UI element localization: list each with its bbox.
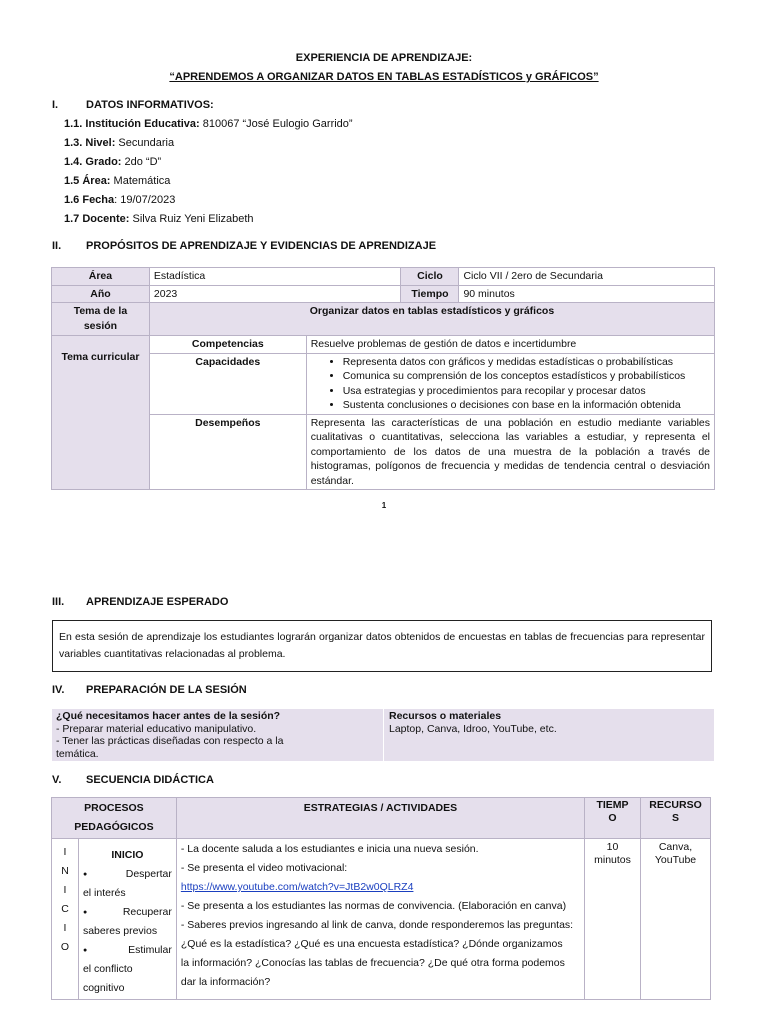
list-item: • Usa estrategias y procedimientos para recopilar y procesar datos (343, 384, 710, 399)
process-item (83, 903, 172, 922)
desempenos-value: Representa las características de una población en estudio mediante variables cualitativas o cuantitativas, selecciona las variables a estudiar, y representa el comportamiento de los datos de una muestra de la población a través de histogramas, polígonos de frecuencia y medidas de tendencia central o desviación estándar. (306, 414, 714, 490)
processes-header: PROCESOS PEDAGÓGICOS (52, 798, 177, 839)
competencias-label: Competencias (149, 336, 306, 354)
section-4-title: PREPARACIÓN DE LA SESIÓN (86, 684, 247, 696)
info-value: : 19/07/2023 (114, 194, 176, 206)
didactic-sequence-table (51, 797, 711, 1000)
activity-line: dar la información? (180, 976, 271, 988)
resources-header (640, 798, 710, 839)
section-3-number: III. (52, 596, 65, 608)
competencias-value: Resuelve problemas de gestión de datos e incertidumbre (306, 336, 714, 354)
activity-line: - Se presenta el video motivacional: (180, 862, 348, 874)
preparation-line: - Tener las prácticas diseñadas con respecto a la (56, 735, 284, 747)
time-value: 10 minutos (585, 839, 641, 1000)
preparation-divider (383, 709, 384, 761)
info-label: 1.4. Grado: (64, 156, 122, 168)
preparation-before (56, 710, 384, 760)
process-item: cognitivo (82, 982, 125, 994)
section-2-number: II. (52, 240, 62, 252)
info-value: Matemática (110, 175, 171, 187)
activities-cell (176, 839, 584, 1000)
info-item (64, 175, 170, 187)
process-text: Recuperar (122, 906, 172, 918)
activity-line: - Se presenta a los estudiantes las normas de convivencia. (Elaboración en canva) (180, 900, 567, 912)
phase-letter: N (61, 865, 69, 877)
info-label: 1.1. Institución Educativa: (64, 118, 200, 130)
preparation-resources (389, 710, 709, 735)
time-header-line: O (608, 812, 617, 824)
resources-title: Recursos o materiales (389, 710, 502, 722)
resources-header-line: RECURSO (649, 799, 702, 811)
video-link[interactable]: https://www.youtube.com/watch?v=JtB2w0QLRZ4 (180, 881, 414, 893)
process-item: el interés (82, 887, 126, 899)
process-item (83, 941, 172, 960)
expected-learning-box: En esta sesión de aprendizaje los estudiantes lograrán organizar datos obtenidos de encuestas en tablas de frecuencias para representar variables cuantitativas relacionadas al problema. (52, 620, 712, 672)
section-5-heading (52, 774, 214, 786)
section-4-number: IV. (52, 684, 65, 696)
tema-curricular-label: Tema curricular (61, 351, 140, 363)
ciclo-value: Ciclo VII / 2ero de Secundaria (459, 268, 715, 286)
info-value: 2do “D” (121, 156, 162, 168)
process-text: Despertar (125, 868, 172, 880)
tiempo-label: Tiempo (401, 285, 459, 303)
process-item: saberes previos (82, 925, 158, 937)
preparation-before-title: ¿Qué necesitamos hacer antes de la sesión? (56, 710, 281, 722)
capacidades-list (311, 355, 710, 413)
list-item: • Sustenta conclusiones o decisiones con base en la información obtenida (343, 398, 710, 413)
info-item (64, 137, 174, 149)
resources-text: Laptop, Canva, Idroo, YouTube, etc. (389, 722, 557, 735)
info-item (64, 118, 353, 130)
section-5-title: SECUENCIA DIDÁCTICA (86, 774, 214, 786)
section-2-title: PROPÓSITOS DE APRENDIZAJE Y EVIDENCIAS DE APRENDIZAJE (86, 240, 437, 252)
list-item: • Representa datos con gráficos y medidas estadísticas o probabilísticas (343, 355, 710, 370)
info-item (64, 213, 254, 225)
process-text: Estimular (128, 944, 172, 956)
activity-line: - La docente saluda a los estudiantes e inicia una nueva sesión. (180, 843, 479, 855)
phase-processes (78, 839, 176, 1000)
activity-line: - Saberes previos ingresando al link de canva, donde responderemos las preguntas: (180, 919, 574, 931)
activity-line: ¿Qué es la estadística? ¿Qué es una encuesta estadística? ¿Dónde organizamos (180, 938, 563, 950)
section-1-number: I. (52, 99, 59, 111)
capacidades-value (306, 353, 714, 414)
tema-value: Organizar datos en tablas estadísticos y gráficos (149, 303, 714, 336)
anio-value: 2023 (149, 285, 401, 303)
section-1-title: DATOS INFORMATIVOS: (86, 99, 214, 111)
anio-label: Año (52, 285, 150, 303)
section-1-heading (52, 99, 214, 111)
phase-title: INICIO (111, 849, 144, 861)
info-label: 1.6 Fecha (64, 194, 115, 206)
area-label: Área (52, 268, 150, 286)
desempenos-label: Desempeños (149, 414, 306, 490)
list-item: • Comunica su comprensión de los conceptos estadísticos y probabilísticos (343, 369, 710, 384)
process-item: el conflicto (82, 963, 133, 975)
tiempo-value: 90 minutos (459, 285, 715, 303)
activities-header: ESTRATEGIAS / ACTIVIDADES (176, 798, 584, 839)
section-3-heading (52, 596, 228, 608)
section-3-title: APRENDIZAJE ESPERADO (86, 596, 229, 608)
info-value: Secundaria (115, 137, 175, 149)
info-item (64, 194, 175, 206)
section-2-heading (52, 240, 436, 252)
time-header-line: TIEMP (596, 799, 629, 811)
phase-letter: C (61, 903, 69, 915)
preparation-line: - Preparar material educativo manipulativo. (56, 722, 257, 735)
resources-header-line: S (671, 812, 679, 824)
area-value: Estadística (149, 268, 401, 286)
preparation-line: temática. (56, 747, 99, 760)
capacidades-label: Capacidades (149, 353, 306, 414)
phase-letter: I (63, 884, 67, 896)
phase-vertical-label (52, 839, 79, 1000)
process-item (83, 865, 172, 884)
phase-letter: I (63, 846, 67, 858)
document-title: EXPERIENCIA DE APRENDIZAJE: (295, 52, 473, 64)
info-label: 1.7 Docente: (64, 213, 130, 225)
tema-label: Tema de la sesión (52, 303, 150, 336)
info-value: Silva Ruiz Yeni Elizabeth (129, 213, 254, 225)
preparation-panel (52, 709, 714, 761)
page-number: 1 (381, 501, 387, 510)
phase-letter: I (63, 922, 67, 934)
tema-curricular-cell (52, 336, 150, 490)
phase-letter: O (60, 941, 70, 953)
document-subtitle: “APRENDEMOS A ORGANIZAR DATOS EN TABLAS ESTADÍSTICOS y GRÁFICOS” (169, 71, 599, 83)
ciclo-label: Ciclo (401, 268, 459, 286)
activity-line: la información? ¿Conocías las tablas de frecuencia? ¿De qué otra forma podemos (180, 957, 565, 969)
time-header (585, 798, 641, 839)
resources-value: Canva, YouTube (640, 839, 710, 1000)
info-value: 810067 “José Eulogio Garrido” (199, 118, 353, 130)
section-4-heading (52, 684, 247, 696)
purposes-table (51, 267, 715, 490)
info-label: 1.5 Área: (64, 175, 111, 187)
section-5-number: V. (52, 774, 62, 786)
info-item (64, 156, 161, 168)
info-label: 1.3. Nivel: (64, 137, 116, 149)
